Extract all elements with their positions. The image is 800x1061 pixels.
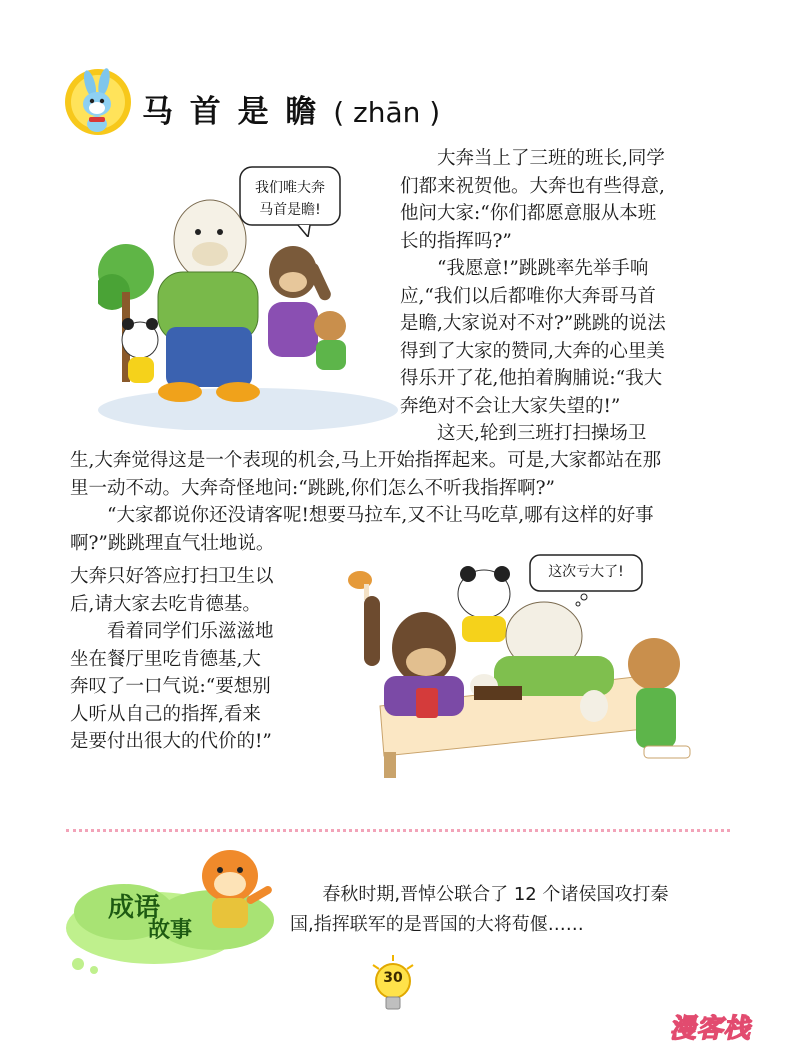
story-line: 得到了大家的赞同,大奔的心里美: [400, 340, 665, 362]
watermark-logo: 漫客栈: [668, 1014, 756, 1044]
story-line: 这天,轮到三班打扫操场卫: [437, 423, 647, 444]
idiom-story-badge: [64, 840, 288, 978]
bubble-1-line-1: 我们唯大奔: [255, 180, 325, 196]
bubble-1-line-2: 马首是瞻!: [259, 202, 321, 218]
story-line: 是瞻,大家说对不对?”跳跳的说法: [400, 313, 666, 334]
story-line: 里一动不动。大奔奇怪地问:“跳跳,你们怎么不听我指挥啊?”: [70, 477, 555, 499]
story-line: 得乐开了花,他拍着胸脯说:“我大: [400, 368, 663, 389]
badge-label-2: 故事: [148, 918, 193, 943]
story-line: 大奔只好答应打扫卫生以: [70, 566, 274, 587]
story-line: 坐在餐厅里吃肯德基,大: [70, 648, 261, 670]
story-line: 们都来祝贺他。大奔也有些得意,: [400, 175, 665, 197]
story-line: 长的指挥吗?”: [400, 230, 512, 252]
title-pinyin: ( zhān ): [333, 96, 441, 129]
speech-bubble-1-text: [244, 177, 336, 221]
story-line: “我愿意!”跳跳率先举手响: [437, 258, 649, 279]
story-line: 是要付出很大的代价的!”: [70, 731, 272, 752]
page-title: [142, 86, 440, 131]
idiom-story-line-1: 春秋时期,晋悼公联合了 12 个诸侯国攻打秦: [322, 884, 669, 905]
speech-bubble-2-text: 这次亏大了!: [548, 564, 624, 580]
story-line: 大奔当上了三班的班长,同学: [437, 148, 665, 169]
story-line: 他问大家:“你们都愿意服从本班: [400, 203, 657, 224]
badge-label-1: 成语: [108, 893, 161, 923]
story-full-block: [70, 447, 730, 557]
story-line: 奔绝对不会让大家失望的!”: [400, 395, 621, 417]
story-line: 看着同学们乐滋滋地: [107, 621, 274, 642]
idiom-story-text: [290, 880, 730, 940]
rabbit-mascot-icon: [64, 68, 132, 136]
story-left-block: [70, 563, 312, 756]
story-line: 生,大奔觉得这是一个表现的机会,马上开始指挥起来。可是,大家都站在那: [70, 450, 662, 471]
story-line: 啊?”跳跳理直气壮地说。: [70, 532, 275, 554]
story-line: 应,“我们以后都唯你大奔哥马首: [400, 285, 656, 307]
story-line: 人听从自己的指挥,看来: [70, 703, 261, 725]
story-right-block: [400, 145, 730, 448]
title-text: 马 首 是 瞻: [142, 94, 320, 130]
idiom-story-line-2: 国,指挥联军的是晋国的大将荀偃……: [290, 914, 584, 935]
illustration-restaurant-scene: [344, 556, 700, 778]
page-number: 30: [383, 970, 403, 986]
story-line: “大家都说你还没请客呢!想要马拉车,又不让马吃草,哪有这样的好事: [107, 505, 654, 526]
story-line: 后,请大家去吃肯德基。: [70, 593, 261, 615]
dotted-divider: [66, 829, 730, 832]
story-line: 奔叹了一口气说:“要想别: [70, 676, 271, 697]
